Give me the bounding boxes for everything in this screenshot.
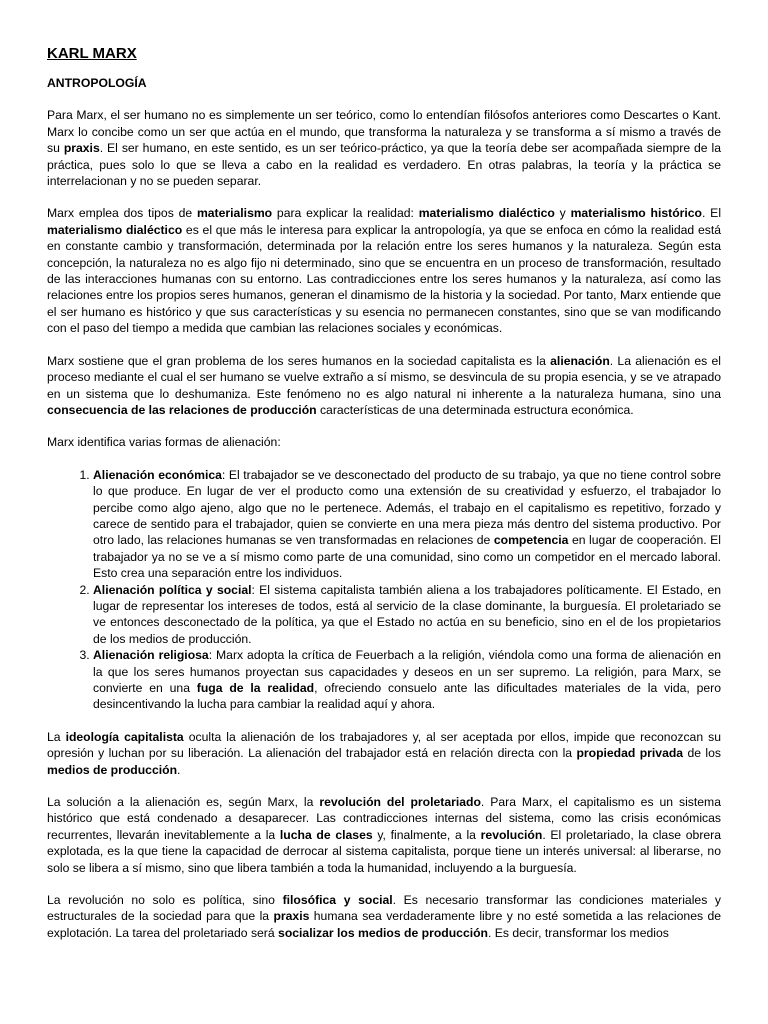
text-run: oculta la alienación de los trabajadores y, al ser aceptada por ellos, impide que reconozcan su opresión y luchan por su liberación. La alienación del trabajador está en relación directa con la (47, 729, 721, 761)
bold-term: materialismo dialéctico (418, 206, 555, 221)
paragraph (47, 892, 721, 941)
text-run: . El (702, 206, 722, 221)
bold-term: praxis (63, 141, 100, 156)
text-run: La revolución no solo es política, sino (47, 893, 283, 908)
bold-term: fuga de la realidad (196, 681, 315, 695)
bold-term: socializar los medios de producción (278, 925, 488, 940)
bold-term: propiedad privada (576, 746, 684, 761)
bold-term: materialismo dialéctico (47, 222, 183, 237)
text-run: es el que más le interesa para explicar la antropología, ya que se enfoca en cómo la realidad está en constante cambio y transformación, determinada por la relación entre los seres humanos y la naturaleza. Según esta concepción, la naturaleza no es algo fijo ni determinado, sino que se encuentra en un proceso de transformación, resultado de las interacciones humanas con su entorno. Las contradicciones entre los seres humanos y la naturaleza, así como las relaciones entre los propios seres humanos, generan el dinamismo de la historia y la sociedad. Por tanto, Marx entiende que el ser humano es histórico y que sus características y su esencia no permanecen constantes, sino que se van modificando con el paso del tiempo a medida que cambian las relaciones sociales y económicas. (47, 222, 721, 336)
section-heading: ANTROPOLOGÍA (47, 76, 147, 90)
text-run: Marx identifica varias formas de alienación: (47, 435, 281, 450)
text-run: . El proletariado, la clase obrera explotada, es la que tiene la capacidad de derrocar al sistema capitalista, porque tiene un interés universal: al liberarse, no solo se libera a sí mismo, sino que libera también a toda la humanidad, incluyendo a la burguesía. (47, 827, 722, 875)
list-item (93, 647, 721, 713)
paragraph (47, 794, 721, 876)
bold-term: alienación (550, 353, 610, 368)
closing-paragraphs (47, 729, 721, 941)
document-page (47, 44, 721, 957)
text-run: , ofreciendo consuelo ante las dificultades materiales de la vida, pero desincentivando la lucha para cambiar la realidad aquí y ahora. (93, 681, 721, 712)
bold-term: praxis (273, 909, 310, 924)
bold-term: consecuencia de las relaciones de producción (47, 402, 317, 417)
bold-term: medios de producción (47, 762, 178, 777)
text-run: . (177, 762, 181, 777)
text-run: Para Marx, el ser humano no es simplemente un ser teórico, como lo entendían filósofos anteriores como Descartes o Kant. Marx lo concibe como un ser que actúa en el mundo, que transforma la naturaleza y se transforma a sí mismo a través de su (47, 108, 721, 156)
bold-term: Alienación política y social (93, 582, 252, 597)
bold-term: materialismo (196, 206, 273, 221)
paragraph (47, 107, 721, 189)
intro-paragraphs (47, 107, 721, 450)
paragraph (47, 353, 721, 419)
text-run: : Marx adopta la crítica de Feuerbach a la religión, viéndola como una forma de alienación en la que los seres humanos proyectan sus capacidades y deseos en un ser supremo. La religión, para Marx, se convierte en una (93, 648, 721, 695)
list-item (93, 467, 721, 582)
text-run: para explicar la realidad: (272, 206, 419, 221)
bold-term: filosófica y social (282, 893, 393, 908)
text-run: Marx sostiene que el gran problema de los seres humanos en la sociedad capitalista es la (47, 353, 551, 368)
text-run: La (47, 729, 66, 744)
bold-term: competencia (493, 533, 569, 548)
text-run: y, finalmente, a la (372, 827, 481, 842)
list-item (93, 582, 721, 648)
bold-term: revolución (480, 827, 543, 842)
text-run: . La alienación es el proceso mediante el cual el ser humano se vuelve extraño a sí mismo, se desvincula de su propia esencia, y se ve atrapado en un sistema que lo deshumaniza. Este fenómeno no es algo natural ni inherente a la naturaleza humana, sino una (47, 353, 721, 401)
text-run: en lugar de cooperación. El trabajador ya no se ve a sí mismo como parte de una comunidad, sino como un competidor en el mercado laboral. Esto crea una separación entre los individuos. (93, 533, 721, 581)
paragraph (47, 434, 721, 450)
bold-term: Alienación religiosa (93, 648, 209, 663)
text-run: . Es necesario transformar las condiciones materiales y estructurales de la sociedad para que la (47, 893, 721, 924)
paragraph (47, 729, 721, 778)
text-run: y (554, 206, 571, 221)
text-run: características de una determinada estructura económica. (316, 402, 634, 417)
text-run: : El trabajador se ve desconectado del producto de su trabajo, ya que no tiene control sobre lo que produce. En lugar de ver el producto como una extensión de su creatividad y esfuerzo, el trabajador lo percibe como algo ajeno, algo que no le pertenece. Además, el trabajo en el capitalismo es repetitivo, forzado y carece de sentido para el trabajador, quien se convierte en una mera pieza más dentro del sistema productivo. Por otro lado, las relaciones humanas se ven transformadas en relaciones de (93, 467, 721, 548)
bold-term: lucha de clases (279, 827, 373, 842)
alienation-list (47, 467, 721, 713)
text-run: . El ser humano, en este sentido, es un ser teórico-práctico, ya que la teoría debe ser acompañada siempre de la práctica, pues solo lo que se lleva a cabo en la realidad es verdadero. En otras palabras, la teoría y la práctica se interrelacionan y no se pueden separar. (47, 141, 721, 189)
bold-term: Alienación económica (93, 467, 222, 482)
paragraph (47, 205, 721, 336)
text-run: de los (683, 746, 721, 761)
document-title: KARL MARX (47, 45, 137, 62)
text-run: humana sea verdaderamente libre y no esté sometida a las relaciones de explotación. La tarea del proletariado será (47, 909, 722, 940)
bold-term: materialismo histórico (570, 206, 703, 221)
text-run: Marx emplea dos tipos de (47, 206, 197, 221)
text-run: : El sistema capitalista también aliena a los trabajadores políticamente. El Estado, en lugar de representar los intereses de todos, está al servicio de la clase dominante, la burguesía. El proletariado se ve entonces desconectado de la política, ya que el Estado no actúa en su beneficio, sino en el de los propietarios de los medios de producción. (93, 582, 721, 646)
text-run: . Es decir, transformar los medios (488, 925, 669, 940)
text-run: . Para Marx, el capitalismo es un sistema histórico que está condenado a desaparecer. Las contradicciones internas del sistema, como las crisis económicas recurrentes, llevarán inevitablemente a la (47, 795, 721, 842)
bold-term: ideología capitalista (65, 729, 184, 744)
text-run: La solución a la alienación es, según Marx, la (47, 795, 320, 810)
bold-term: revolución del proletariado (319, 795, 481, 810)
